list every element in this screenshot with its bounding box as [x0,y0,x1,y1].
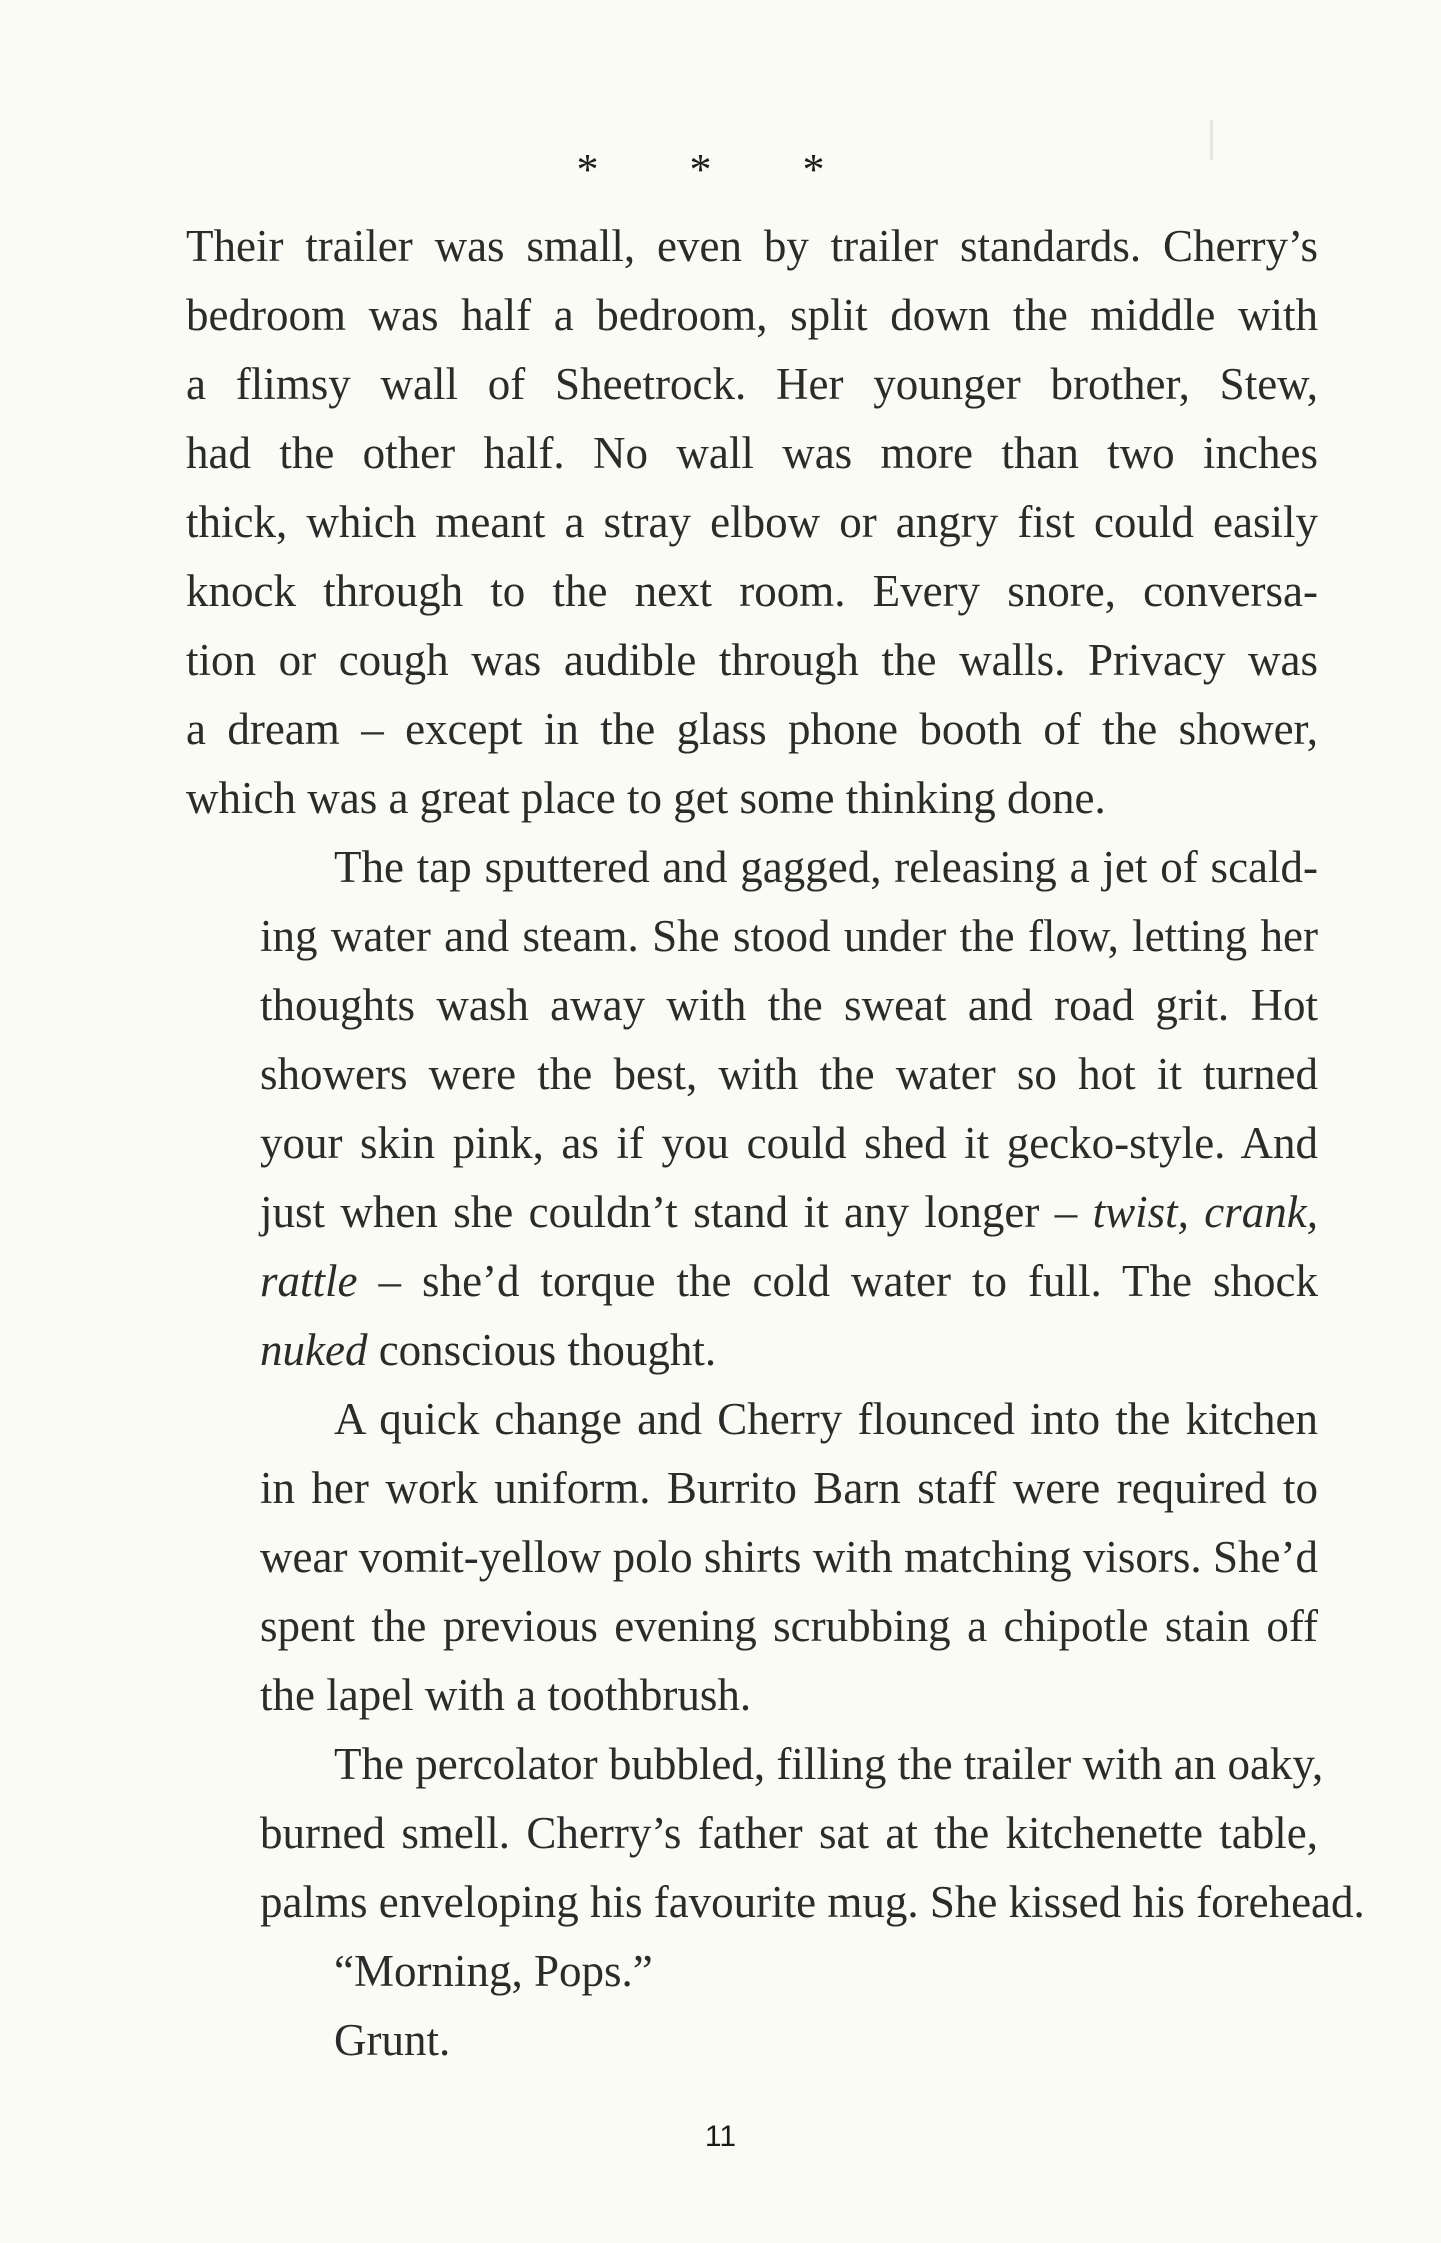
text-line: The tap sputtered and gagged, releasing a jet of scald- [334,842,1318,892]
paragraph [186,2006,1318,2075]
text-run: just when she couldn’t stand it any longer – [260,1187,1093,1237]
section-divider: * * * [576,145,865,194]
text-line: knock through to the next room. Every snore, conversa- [186,566,1318,616]
italic-text: rattle [260,1256,358,1306]
text-line: had the other half. No wall was more than two inches [186,428,1318,478]
text-line: your skin pink, as if you could shed it gecko-style. And [260,1118,1318,1168]
body-text [186,212,1365,2075]
text-line: Their trailer was small, even by trailer standards. Cherry’s [186,221,1318,271]
text-line: spent the previous evening scrubbing a chipotle stain off [260,1601,1318,1651]
text-line: tion or cough was audible through the walls. Privacy was [186,635,1318,685]
text-line: palms enveloping his favourite mug. She kissed his forehead. [260,1877,1365,1927]
text-line: The percolator bubbled, filling the trailer with an oaky, [334,1739,1324,1789]
text-line: A quick change and Cherry flounced into the kitchen [334,1394,1318,1444]
scan-mark [1210,120,1213,160]
text-line: in her work uniform. Burrito Barn staff were required to [260,1463,1318,1513]
text-line: wear vomit-yellow polo shirts with matching visors. She’d [260,1532,1318,1582]
italic-text: twist, crank, [1092,1187,1318,1237]
paragraph [186,212,1318,833]
text-line: Grunt. [334,2015,451,2065]
text-line: the lapel with a toothbrush. [260,1670,752,1720]
text-line: thick, which meant a stray elbow or angry fist could easily [186,497,1318,547]
text-line: which was a great place to get some thinking done. [186,773,1106,823]
text-line: thoughts wash away with the sweat and road grit. Hot [260,980,1318,1030]
paragraph [186,1385,1318,1730]
text-line [186,1178,1318,1247]
text-line: “Morning, Pops.” [334,1946,653,1996]
paragraph [186,1937,1318,2006]
italic-text: nuked [260,1325,368,1375]
text-line: a flimsy wall of Sheetrock. Her younger brother, Stew, [186,359,1318,409]
text-line: bedroom was half a bedroom, split down the middle with [186,290,1318,340]
paragraph [186,1730,1365,1937]
text-line: showers were the best, with the water so hot it turned [260,1049,1318,1099]
page-number: 11 [704,2120,737,2153]
text-run: – she’d torque the cold water to full. The shock [357,1256,1318,1306]
text-line: ing water and steam. She stood under the flow, letting her [260,911,1318,961]
text-line [186,1247,1318,1316]
text-run: conscious thought. [367,1325,717,1375]
paragraph [186,833,1318,1385]
text-line [186,1316,1318,1385]
text-line: a dream – except in the glass phone booth of the shower, [186,704,1318,754]
text-line: burned smell. Cherry’s father sat at the kitchenette table, [260,1808,1318,1858]
